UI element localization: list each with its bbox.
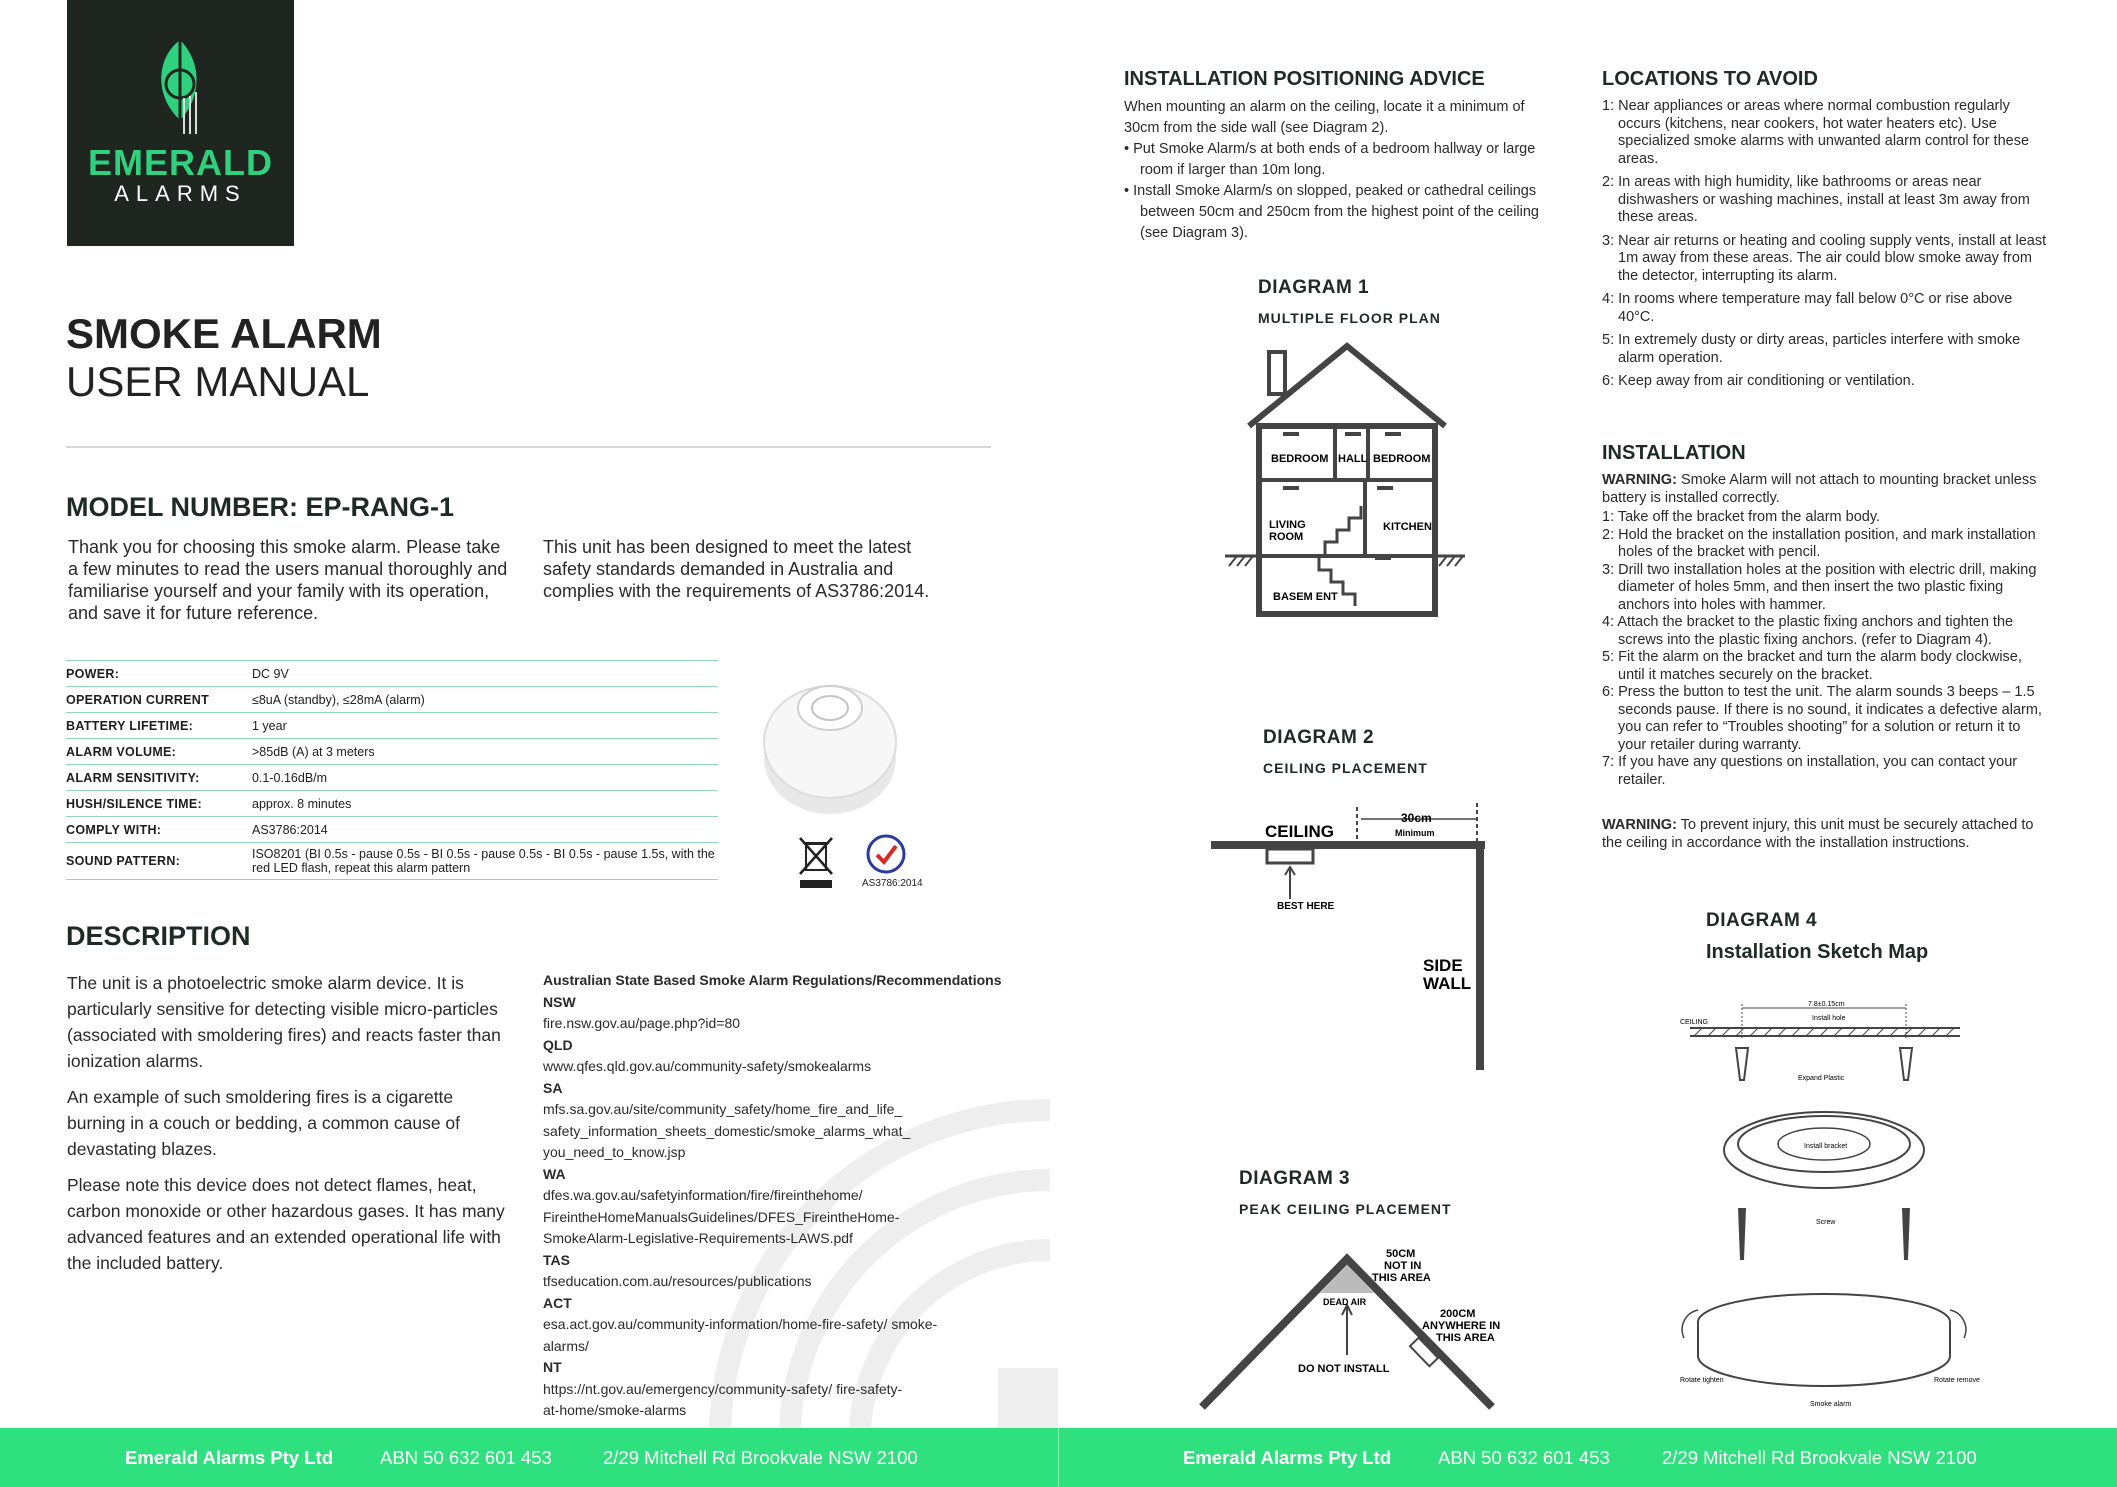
minimum-label: Minimum [1395,828,1435,838]
notin-label-1: 50CM [1386,1248,1416,1260]
diagram4-title: DIAGRAM 4 [1706,910,1818,931]
bedroom-label: BEDROOM [1373,453,1431,465]
diagram1-house [1225,340,1465,620]
table-row [66,713,718,739]
model-number: MODEL NUMBER: EP-RANG-1 [66,492,455,522]
dimension-label: 7.8±0.15cm [1808,1001,1845,1008]
footer-company: Emerald Alarms Pty Ltd [125,1447,334,1468]
side-label: SIDE [1423,956,1463,975]
list-item: 4: In rooms where temperature may fall below 0°C or rise above 40°C. [1602,291,2013,325]
spec-value: approx. 8 minutes [252,791,718,817]
state-link[interactable]: tfseducation.com.au/resources/publications [543,1273,812,1289]
positioning-list [1124,139,1549,244]
state-link[interactable]: dfes.wa.gov.au/safetyinformation/fire/fireinthehome/ FireintheHomeManualsGuidelines/DFES_FireintheHome-SmokeAlarm-Legislative-Requirements-LAWS.pdf [543,1187,900,1246]
spec-key: HUSH/SILENCE TIME: [66,791,252,817]
logo-text-emerald: EMERALD [88,142,273,183]
spec-table [66,660,718,880]
distance-label: 30cm [1401,811,1432,825]
spec-value: AS3786:2014 [252,817,718,843]
basement-label: BASEM ENT [1273,591,1338,603]
smoke-alarm-label: Smoke alarm [1810,1401,1852,1408]
page-title: SMOKE ALARM [66,310,382,357]
installation-warning-2 [1602,817,2052,852]
list-item: 6: Press the button to test the unit. The alarm sounds 3 beeps – 1.5 seconds pause. If there is no sound, it indicates a defective alarm, you can refer to “Troubles shooting” for a solution or return it to your retailer during warranty. [1602,684,2042,753]
state-link[interactable]: mfs.sa.gov.au/site/community_safety/home_fire_and_life_ safety_information_sheets_domestic/smoke_alarms_what_ you_need_to_know.jsp [543,1101,911,1160]
description-body [67,970,512,1286]
page-subtitle: USER MANUAL [66,358,370,405]
table-row [66,739,718,765]
diagram4-subtitle: Installation Sketch Map [1706,941,1929,963]
diagram3-peak [1192,1245,1512,1425]
avoid-list [1602,98,2052,397]
leaf-logo-icon [150,38,212,138]
spec-key: SOUND PATTERN: [66,843,252,880]
table-row [66,791,718,817]
hall-label: HALL [1338,453,1368,465]
list-item: 7: If you have any questions on installation, you can contact your retailer. [1602,754,2018,788]
state-link[interactable]: esa.act.gov.au/community-information/home-fire-safety/ smoke-alarms/ [543,1316,938,1354]
cert-label: AS3786:2014 [862,878,923,889]
state-label: ACT [543,1294,572,1311]
diagram1-subtitle: MULTIPLE FLOOR PLAN [1258,310,1441,326]
installation-title: INSTALLATION [1602,442,1746,464]
description-p2: An example of such smoldering fires is a cigarette burning in a couch or bedding, a common cause of devastating blazes. [67,1087,461,1159]
table-row [66,843,718,880]
avoid-title: LOCATIONS TO AVOID [1602,68,1818,90]
spec-key: BATTERY LIFETIME: [66,713,252,739]
page-divider [1058,1428,1059,1487]
spec-value: 1 year [252,713,718,739]
anywhere-label-2: ANYWHERE IN [1422,1320,1501,1332]
footer-abn: ABN 50 632 601 453 [380,1447,552,1468]
description-p1: The unit is a photoelectric smoke alarm device. It is particularly sensitive for detecting visible micro-particles (associated with smoldering fires) and reacts faster than ionization alarms. [67,973,501,1071]
list-item: 5: In extremely dusty or dirty areas, particles interfere with smoke alarm operation. [1602,332,2021,366]
state-label: TAS [543,1251,570,1268]
state-link[interactable]: https://nt.gov.au/emergency/community-safety/ fire-safety-at-home/smoke-alarms [543,1380,903,1418]
spec-value: 0.1-0.16dB/m [252,765,718,791]
smoke-alarm-image [760,662,900,828]
footer-address: 2/29 Mitchell Rd Brookvale NSW 2100 [603,1447,918,1468]
notin-label-2: NOT IN [1384,1260,1422,1272]
footer-address-right: 2/29 Mitchell Rd Brookvale NSW 2100 [1662,1447,1977,1468]
list-item: 1: Take off the bracket from the alarm body. [1602,509,1881,525]
regulations [543,970,1043,1422]
description-title: DESCRIPTION [66,921,251,951]
living-room-label-2: ROOM [1269,531,1304,543]
list-item: 5: Fit the alarm on the bracket and turn the alarm body clockwise, until it matches securely on the bracket. [1602,649,2022,683]
list-item: 3: Near air returns or heating and cooling supply vents, install at least 1m away from these areas. The air could blow smoke away from the detector, interrupting its alarm. [1602,232,2047,284]
state-link[interactable]: www.qfes.qld.gov.au/community-safety/smokealarms [543,1058,872,1074]
do-not-install-label: DO NOT INSTALL [1298,1363,1390,1375]
screw-label: Screw [1816,1219,1836,1226]
spec-key: COMPLY WITH: [66,817,252,843]
kitchen-label: KITCHEN [1383,521,1432,533]
state-link[interactable]: fire.nsw.gov.au/page.php?id=80 [543,1015,741,1031]
state-label: NSW [543,993,576,1010]
footer-abn-right: ABN 50 632 601 453 [1438,1447,1610,1468]
spec-value: ISO8201 (BI 0.5s - pause 0.5s - BI 0.5s - pause 0.5s - BI 0.5s - pause 1.5s, with the red LED flash, repeat this alarm pattern [252,843,718,880]
list-item: 1: Near appliances or areas where normal combustion regularly occurs (kitchens, near cookers, hot water heaters etc). Use specialized smoke alarms with unwanted alarm control for these areas. [1602,98,2030,167]
anywhere-label-3: THIS AREA [1436,1332,1495,1344]
diagram2-title: DIAGRAM 2 [1263,727,1375,748]
list-item: 6: Keep away from air conditioning or ventilation. [1602,373,1915,389]
spec-value: ≤8uA (standby), ≤28mA (alarm) [252,687,718,713]
rotate-remove-label: Rotate remove [1934,1377,1980,1384]
intro-right: This unit has been designed to meet the latest safety standards demanded in Australia and complies with the requirements of AS3786:2014. [543,537,930,601]
footer-company-right: Emerald Alarms Pty Ltd [1183,1447,1392,1468]
dead-air-label: DEAD AIR [1323,1297,1367,1307]
state-label: SA [543,1079,563,1096]
bedroom-label: BEDROOM [1271,453,1329,465]
installation-steps [1602,509,2052,789]
logo-block [67,0,294,246]
list-item: 2: In areas with high humidity, like bathrooms or areas near dishwashers or washing machines, install at least 3m away from these areas. [1602,174,2030,225]
ceiling-label: CEILING [1680,1019,1709,1026]
spec-key: ALARM SENSITIVITY: [66,765,252,791]
activfire-certified-icon [866,834,906,874]
warning-label: WARNING: [1602,817,1677,833]
divider [66,446,991,448]
diagram2-ceiling [1205,795,1485,1075]
spec-value: DC 9V [252,661,718,687]
positioning-title: INSTALLATION POSITIONING ADVICE [1124,68,1485,90]
table-row [66,661,718,687]
description-p3: Please note this device does not detect flames, heat, carbon monoxide or other hazardous gases. It has many advanced features and an extended operational life with the included battery. [67,1175,505,1273]
install-bracket-label: Install bracket [1804,1143,1848,1150]
list-item: 4: Attach the bracket to the plastic fixing anchors and tighten the screws into the plastic fixing anchors. (refer to Diagram 4). [1602,614,2014,648]
install-hole-label: Install hole [1812,1015,1846,1022]
spec-key: POWER: [66,661,252,687]
list-item: 3: Drill two installation holes at the position with electric drill, making diameter of holes 5mm, and then insert the two plastic fixing anchors into holes with hammer. [1602,561,2037,613]
spec-key: ALARM VOLUME: [66,739,252,765]
anywhere-label-1: 200CM [1440,1308,1476,1320]
weee-bin-icon [798,836,834,890]
positioning-intro: When mounting an alarm on the ceiling, locate it a minimum of 30cm from the side wall (see Diagram 2). [1124,99,1525,136]
diagram3-subtitle: PEAK CEILING PLACEMENT [1239,1201,1452,1217]
living-room-label: LIVING [1269,519,1306,531]
diagram1-title: DIAGRAM 1 [1258,277,1370,298]
warning-label: WARNING: [1602,472,1677,488]
spec-value: >85dB (A) at 3 meters [252,739,718,765]
warning-text: Smoke Alarm will not attach to mounting bracket unless battery is installed correctly. [1602,472,2037,506]
table-row [66,765,718,791]
diagram4-sketch [1680,998,1980,1416]
state-label: QLD [543,1036,573,1053]
state-label: WA [543,1165,566,1182]
wall-label: WALL [1423,974,1472,993]
table-row [66,817,718,843]
diagram3-title: DIAGRAM 3 [1239,1168,1351,1189]
notin-label-3: THIS AREA [1372,1272,1431,1284]
spec-key: OPERATION CURRENT [66,687,252,713]
list-item: 2: Hold the bracket on the installation position, and mark installation holes of the bracket with pencil. [1602,526,2036,560]
installation-warning-1 [1602,472,2052,507]
ceiling-label: CEILING [1265,822,1334,841]
rotate-tighten-label: Rotate tighten [1680,1377,1724,1384]
list-item: • Install Smoke Alarm/s on slopped, peaked or cathedral ceilings between 50cm and 250cm from the highest point of the ceiling (see Diagram 3). [1124,183,1539,241]
diagram2-subtitle: CEILING PLACEMENT [1263,760,1428,776]
expand-plastic-label: Expand Plastic [1798,1075,1845,1082]
list-item: • Put Smoke Alarm/s at both ends of a bedroom hallway or large room if larger than 10m long. [1124,141,1536,178]
regulations-title: Australian State Based Smoke Alarm Regulations/Recommendations [543,972,1002,988]
state-label: NT [543,1359,562,1375]
logo-text-alarms: ALARMS [114,181,247,206]
table-row [66,687,718,713]
warning-text: To prevent injury, this unit must be securely attached to the ceiling in accordance with the installation instructions. [1602,817,2034,851]
intro-left: Thank you for choosing this smoke alarm. Please take a few minutes to read the users manual thoroughly and familiarise yourself and your family with its operation, and save it for future reference. [68,537,508,623]
best-here-label: BEST HERE [1277,901,1335,912]
